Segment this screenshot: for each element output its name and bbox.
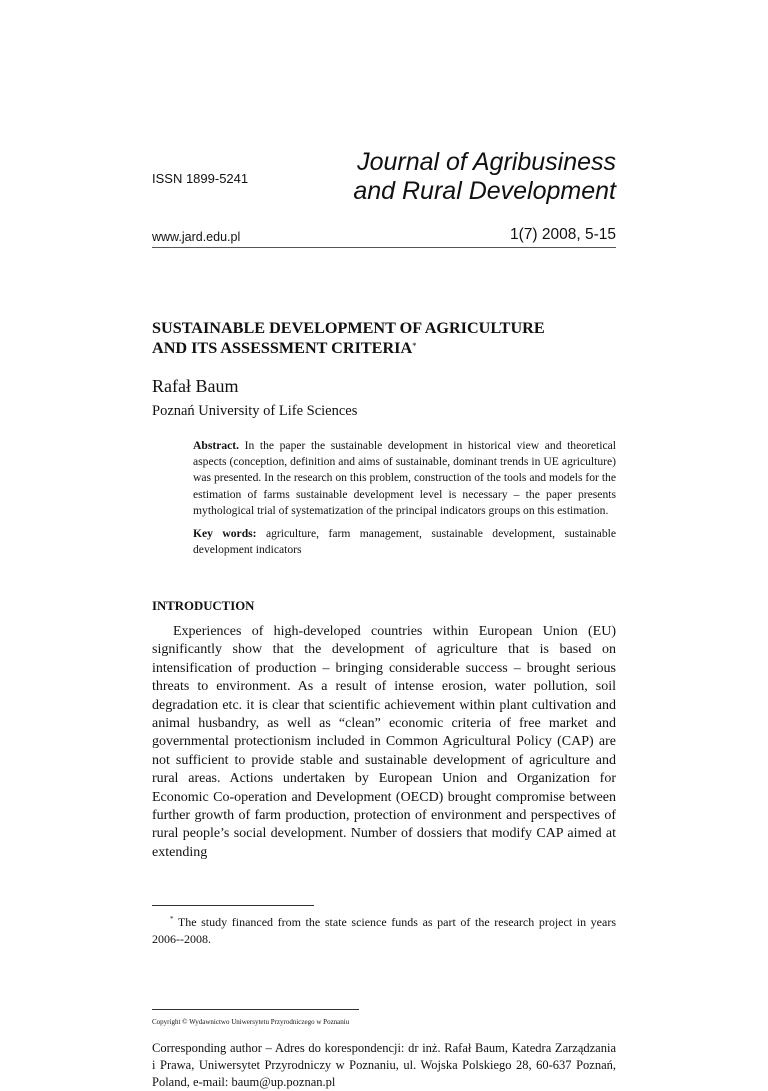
intro-paragraph: Experiences of high-developed countries within European Union (EU) significantly show that the development of agriculture that is based on intensification of production – bringing considerable success – brought serious threats to environment. As a result of intense erosion, water pollution, soil degradation etc. it is clear that scientific achievement within plant cultivation and animal husbandry, as well as “clean” economic criteria of free market and governmental protectionism included in Common Agricultural Policy (CAP) are not sufficient to provide stable and sustainable development of agriculture and rural areas. Actions undertaken by European Union and Organization for Economic Co-operation and Development (OECD) brought compromise between further growth of farm production, protection of environment and perspectives of rural people’s social development. Number of dossiers that modify CAP aimed at extending: [152, 624, 616, 860]
header-divider: [152, 247, 616, 248]
footnote: [152, 911, 616, 948]
article-title-line-2-text: AND ITS ASSESSMENT CRITERIA: [152, 339, 413, 357]
article-title-line-1: SUSTAINABLE DEVELOPMENT OF AGRICULTURE: [152, 319, 545, 337]
footnote-divider: [152, 905, 314, 906]
issn-number: ISSN 1899-5241: [152, 171, 249, 186]
keywords-label: Key words:: [193, 527, 257, 540]
corresponding-author: Corresponding author – Adres do korespondencji: dr inż. Rafał Baum, Katedra Zarządzania i Prawa, Uniwersytet Przyrodniczy w Poznaniu, ul. Wojska Polskiego 28, 60-637 Poznań, Poland, e-mail: baum@up.poznan.pl: [152, 1041, 616, 1089]
keywords-text: agriculture, farm management, sustainable development, sustainable development indicators: [193, 527, 616, 557]
journal-title-line-2: and Rural Development: [353, 177, 616, 205]
author-affiliation: Poznań University of Life Sciences: [152, 403, 358, 419]
abstract-text: In the paper the sustainable development in historical view and theoretical aspects (conception, definition and aims of sustainable, dominant trends in UE agriculture) was presented. In the research on this problem, construction of the tools and models for the estimation of farms sustainable development level is necessary – the paper presents mythological trial of systematization of the principal indicators groups on this estimation.: [193, 439, 616, 517]
author-name: Rafał Baum: [152, 376, 239, 396]
journal-url[interactable]: www.jard.edu.pl: [152, 230, 241, 244]
footnote-mark: *: [170, 915, 174, 923]
section-heading-introduction: INTRODUCTION: [152, 599, 255, 613]
footnote-text: The study financed from the state science funds as part of the research project in years 2006--2008.: [152, 915, 616, 946]
abstract-label: Abstract.: [193, 439, 240, 452]
journal-title-line-1: Journal of Agribusiness: [357, 148, 616, 176]
issue-pages: 1(7) 2008, 5-15: [510, 226, 616, 243]
article-title-line-2: [152, 338, 616, 358]
keywords: [193, 526, 616, 558]
abstract: [193, 438, 616, 519]
article-title: [152, 318, 616, 358]
copyright-divider: [152, 1009, 359, 1010]
body-text: [152, 623, 616, 862]
journal-title: [353, 148, 616, 206]
title-footnote-mark: *: [412, 341, 417, 351]
copyright-notice: Copyright © Wydawnictwo Uniwersytetu Przyrodniczego w Poznaniu: [152, 1018, 350, 1026]
footnote-paragraph: [152, 911, 616, 948]
